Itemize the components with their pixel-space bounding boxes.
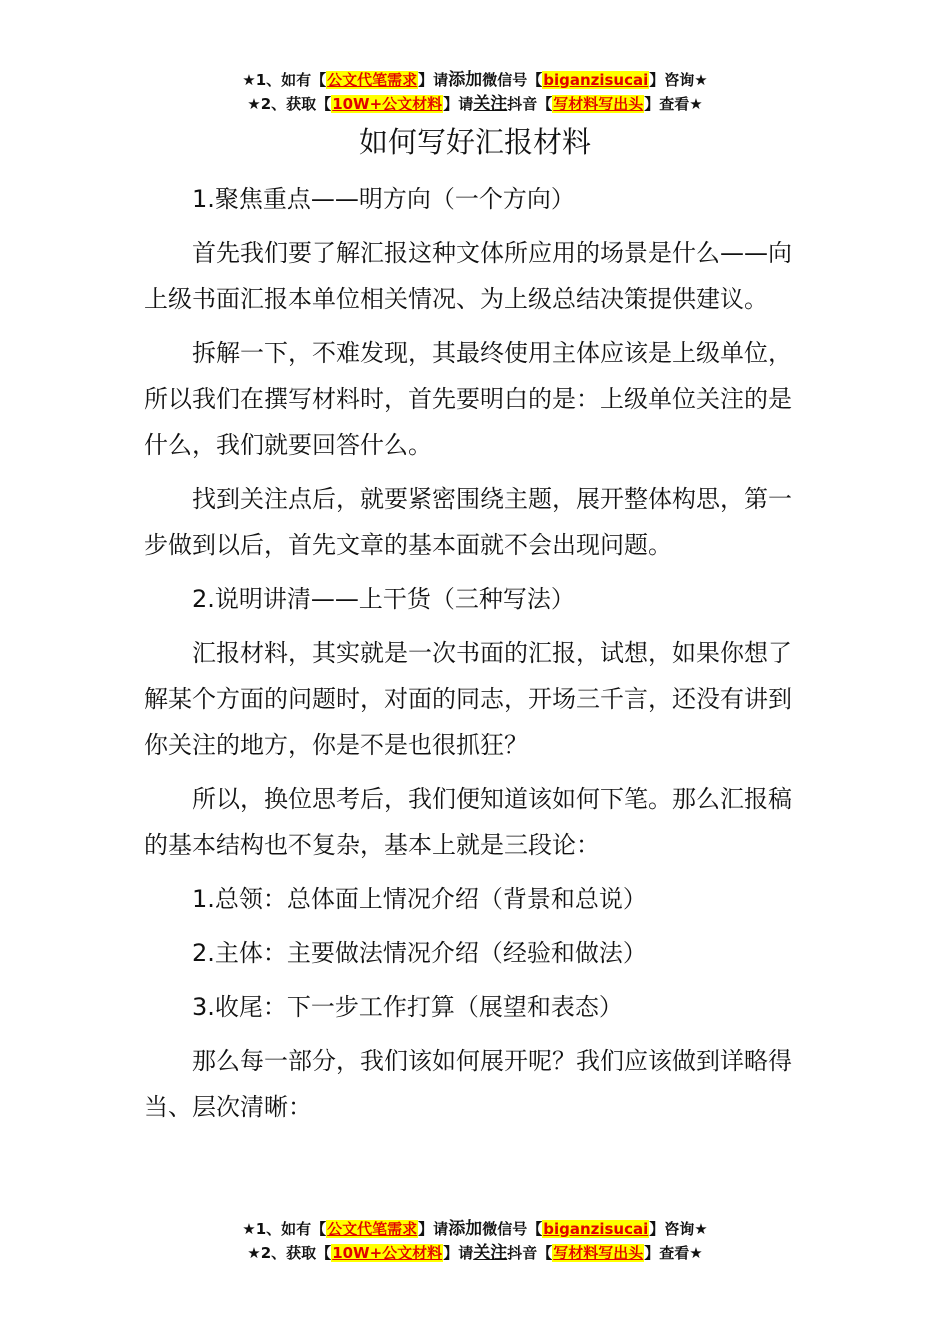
- banner-line-2: [0, 92, 950, 116]
- paragraph: 首先我们要了解汇报这种文体所应用的场景是什么——向上级书面汇报本单位相关情况、为上级总结决策提供建议。: [144, 239, 792, 313]
- banner-text: 】查看: [644, 95, 690, 113]
- document-body: [144, 176, 806, 1138]
- star-icon: ★: [247, 1244, 261, 1262]
- banner-text: 】请: [418, 71, 449, 89]
- emphasis-follow: 关注: [473, 94, 508, 114]
- paragraph: 那么每一部分，我们该如何展开呢？我们应该做到详略得当、层次清晰：: [144, 1047, 792, 1121]
- banner-text: 2、获取【: [260, 95, 332, 113]
- highlight-wechat-id: biganzisucai: [543, 71, 649, 89]
- banner-text: 1、如有【: [255, 1220, 327, 1238]
- emphasis-add: 添加: [448, 1219, 483, 1239]
- star-icon: ★: [689, 95, 703, 113]
- emphasis-follow: 关注: [473, 1243, 508, 1263]
- banner-text: 】请: [443, 95, 474, 113]
- list-item: 3.收尾：下一步工作打算（展望和表态）: [192, 993, 623, 1021]
- highlight-service: 公文代笔需求: [327, 71, 418, 89]
- star-icon: ★: [242, 71, 256, 89]
- banner-text: 抖音【: [507, 95, 553, 113]
- banner-text: 1、如有【: [255, 71, 327, 89]
- banner-text: 】请: [418, 1220, 449, 1238]
- banner-text: 】请: [443, 1244, 474, 1262]
- star-icon: ★: [694, 1220, 708, 1238]
- banner-text: 】查看: [644, 1244, 690, 1262]
- banner-text: 】咨询: [649, 1220, 695, 1238]
- highlight-douyin-account: 写材料写出头: [553, 95, 644, 113]
- paragraph: 所以，换位思考后，我们便知道该如何下笔。那么汇报稿的基本结构也不复杂，基本上就是三段论：: [144, 785, 792, 859]
- banner-line-2: [0, 1241, 950, 1265]
- highlight-service: 公文代笔需求: [327, 1220, 418, 1238]
- banner-text: 2、获取【: [260, 1244, 332, 1262]
- document-title: 如何写好汇报材料: [358, 125, 591, 159]
- banner-text: 微信号【: [482, 71, 543, 89]
- list-item: 1.总领：总体面上情况介绍（背景和总说）: [192, 885, 647, 913]
- footer-banner: [0, 1217, 950, 1265]
- star-icon: ★: [694, 71, 708, 89]
- list-item: 2.主体：主要做法情况介绍（经验和做法）: [192, 939, 647, 967]
- header-banner: [0, 68, 950, 116]
- banner-text: 微信号【: [482, 1220, 543, 1238]
- star-icon: ★: [242, 1220, 256, 1238]
- heading-focus: 1.聚焦重点——明方向（一个方向）: [192, 185, 575, 213]
- highlight-materials: 10W+公文材料: [332, 1244, 443, 1262]
- star-icon: ★: [689, 1244, 703, 1262]
- paragraph: 汇报材料，其实就是一次书面的汇报，试想，如果你想了解某个方面的问题时，对面的同志，开场三千言，还没有讲到你关注的地方，你是不是也很抓狂？: [144, 639, 792, 759]
- paragraph: 找到关注点后，就要紧密围绕主题，展开整体构思，第一步做到以后，首先文章的基本面就不会出现问题。: [144, 485, 792, 559]
- highlight-douyin-account: 写材料写出头: [553, 1244, 644, 1262]
- banner-text: 】咨询: [649, 71, 695, 89]
- banner-line-1: [0, 1217, 950, 1241]
- paragraph: 拆解一下，不难发现，其最终使用主体应该是上级单位，所以我们在撰写材料时，首先要明白的是：上级单位关注的是什么，我们就要回答什么。: [144, 339, 792, 459]
- banner-text: 抖音【: [507, 1244, 553, 1262]
- highlight-materials: 10W+公文材料: [332, 95, 443, 113]
- star-icon: ★: [247, 95, 261, 113]
- highlight-wechat-id: biganzisucai: [543, 1220, 649, 1238]
- heading-explain: 2.说明讲清——上干货（三种写法）: [192, 585, 575, 613]
- emphasis-add: 添加: [448, 70, 483, 90]
- banner-line-1: [0, 68, 950, 92]
